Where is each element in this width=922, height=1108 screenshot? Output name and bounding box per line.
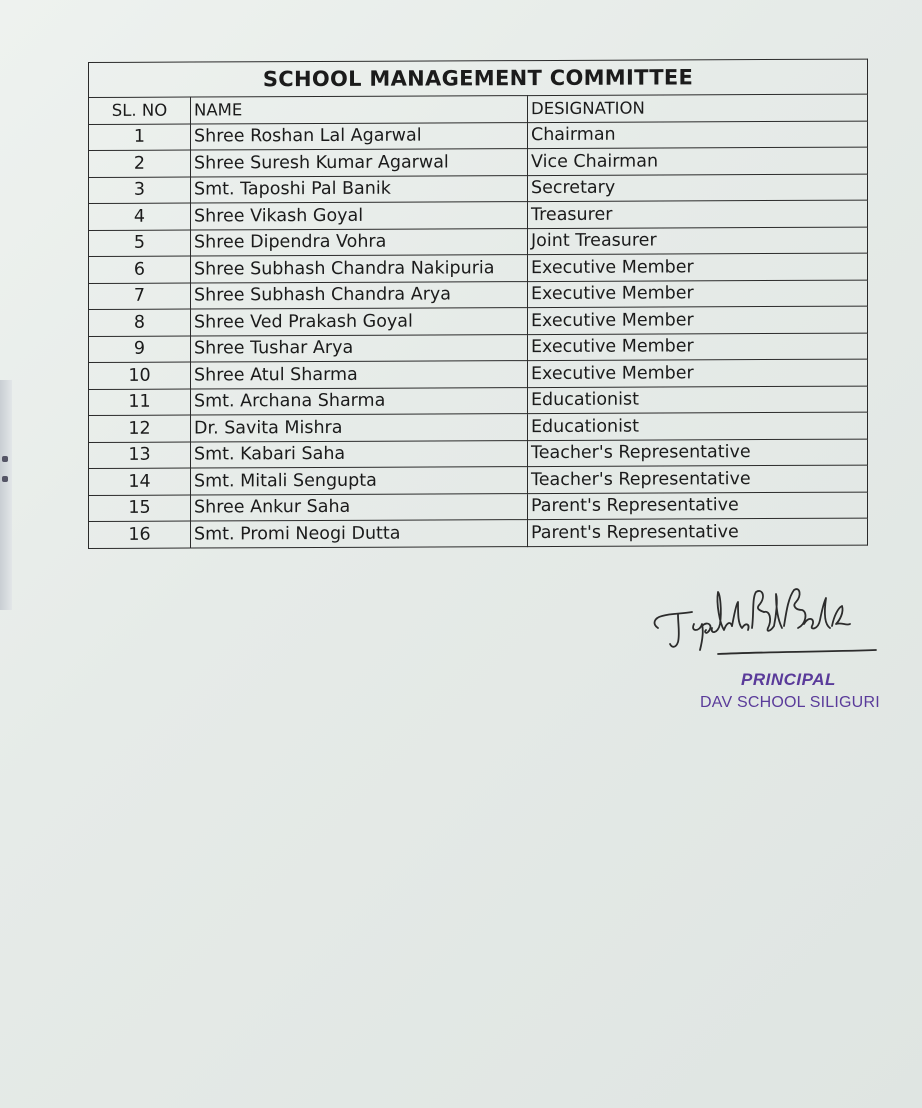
name-cell: Smt. Mitali Sengupta (191, 467, 528, 495)
table-row (89, 121, 868, 151)
committee-table (88, 59, 868, 549)
sl-no-cell: 16 (89, 521, 191, 548)
designation-cell: Parent's Representative (528, 492, 868, 520)
name-cell: Smt. Archana Sharma (191, 387, 528, 415)
table-row (89, 200, 868, 230)
table-row (89, 174, 868, 204)
name-cell: Smt. Kabari Saha (191, 440, 528, 468)
edge-mark (2, 476, 8, 482)
sl-no-cell: 7 (89, 283, 191, 310)
committee-document (88, 62, 868, 567)
document-title: SCHOOL MANAGEMENT COMMITTEE (89, 59, 868, 97)
table-row (89, 465, 868, 495)
designation-cell: Secretary (528, 174, 868, 202)
designation-cell: Teacher's Representative (528, 439, 868, 467)
table-row (89, 412, 868, 442)
sl-no-cell: 3 (89, 177, 191, 204)
name-cell: Shree Tushar Arya (191, 334, 528, 362)
name-cell: Shree Subhash Chandra Arya (191, 281, 528, 309)
sl-no-cell: 13 (89, 442, 191, 469)
designation-cell: Chairman (528, 121, 868, 149)
table-row (89, 280, 868, 310)
designation-cell: Educationist (528, 386, 868, 414)
designation-cell: Joint Treasurer (528, 227, 868, 255)
header-sl-no: SL. NO (89, 97, 191, 124)
table-row (89, 518, 868, 548)
table-row (89, 386, 868, 416)
designation-cell: Executive Member (528, 280, 868, 308)
table-row (89, 333, 868, 363)
stamp-organization: DAV SCHOOL SILIGURI (700, 694, 880, 711)
header-name: NAME (191, 96, 528, 124)
sl-no-cell: 2 (89, 150, 191, 177)
table-row (89, 359, 868, 389)
table-body (89, 121, 868, 548)
name-cell: Dr. Savita Mishra (191, 414, 528, 442)
table-header-row (89, 94, 868, 124)
sl-no-cell: 6 (89, 256, 191, 283)
sl-no-cell: 4 (89, 203, 191, 230)
sl-no-cell: 1 (89, 124, 191, 151)
table-row (89, 253, 868, 283)
name-cell: Shree Roshan Lal Agarwal (191, 122, 528, 150)
designation-cell: Vice Chairman (528, 147, 868, 175)
name-cell: Shree Ankur Saha (191, 493, 528, 521)
name-cell: Shree Dipendra Vohra (191, 228, 528, 256)
designation-cell: Educationist (528, 412, 868, 440)
designation-cell: Teacher's Representative (528, 465, 868, 493)
name-cell: Shree Subhash Chandra Nakipuria (191, 255, 528, 283)
sl-no-cell: 14 (89, 468, 191, 495)
table-row (89, 306, 868, 336)
name-cell: Shree Ved Prakash Goyal (191, 308, 528, 336)
designation-cell: Executive Member (528, 333, 868, 361)
table-row (89, 492, 868, 522)
edge-mark (2, 456, 8, 462)
header-designation: DESIGNATION (528, 94, 868, 122)
designation-cell: Executive Member (528, 306, 868, 334)
designation-cell: Executive Member (528, 359, 868, 387)
sl-no-cell: 12 (89, 415, 191, 442)
table-row (89, 439, 868, 469)
table-row (89, 147, 868, 177)
name-cell: Shree Atul Sharma (191, 361, 528, 389)
name-cell: Shree Suresh Kumar Agarwal (191, 149, 528, 177)
principal-signature (648, 580, 878, 662)
name-cell: Smt. Taposhi Pal Banik (191, 175, 528, 203)
name-cell: Smt. Promi Neogi Dutta (191, 520, 528, 548)
sl-no-cell: 11 (89, 389, 191, 416)
sl-no-cell: 15 (89, 495, 191, 522)
stamp-role: PRINCIPAL (741, 670, 836, 689)
page-edge-shadow (0, 380, 12, 610)
designation-cell: Treasurer (528, 200, 868, 228)
designation-cell: Parent's Representative (528, 518, 868, 546)
principal-stamp (700, 670, 905, 712)
sl-no-cell: 5 (89, 230, 191, 257)
sl-no-cell: 9 (89, 336, 191, 363)
name-cell: Shree Vikash Goyal (191, 202, 528, 230)
designation-cell: Executive Member (528, 253, 868, 281)
table-row (89, 227, 868, 257)
sl-no-cell: 10 (89, 362, 191, 389)
sl-no-cell: 8 (89, 309, 191, 336)
